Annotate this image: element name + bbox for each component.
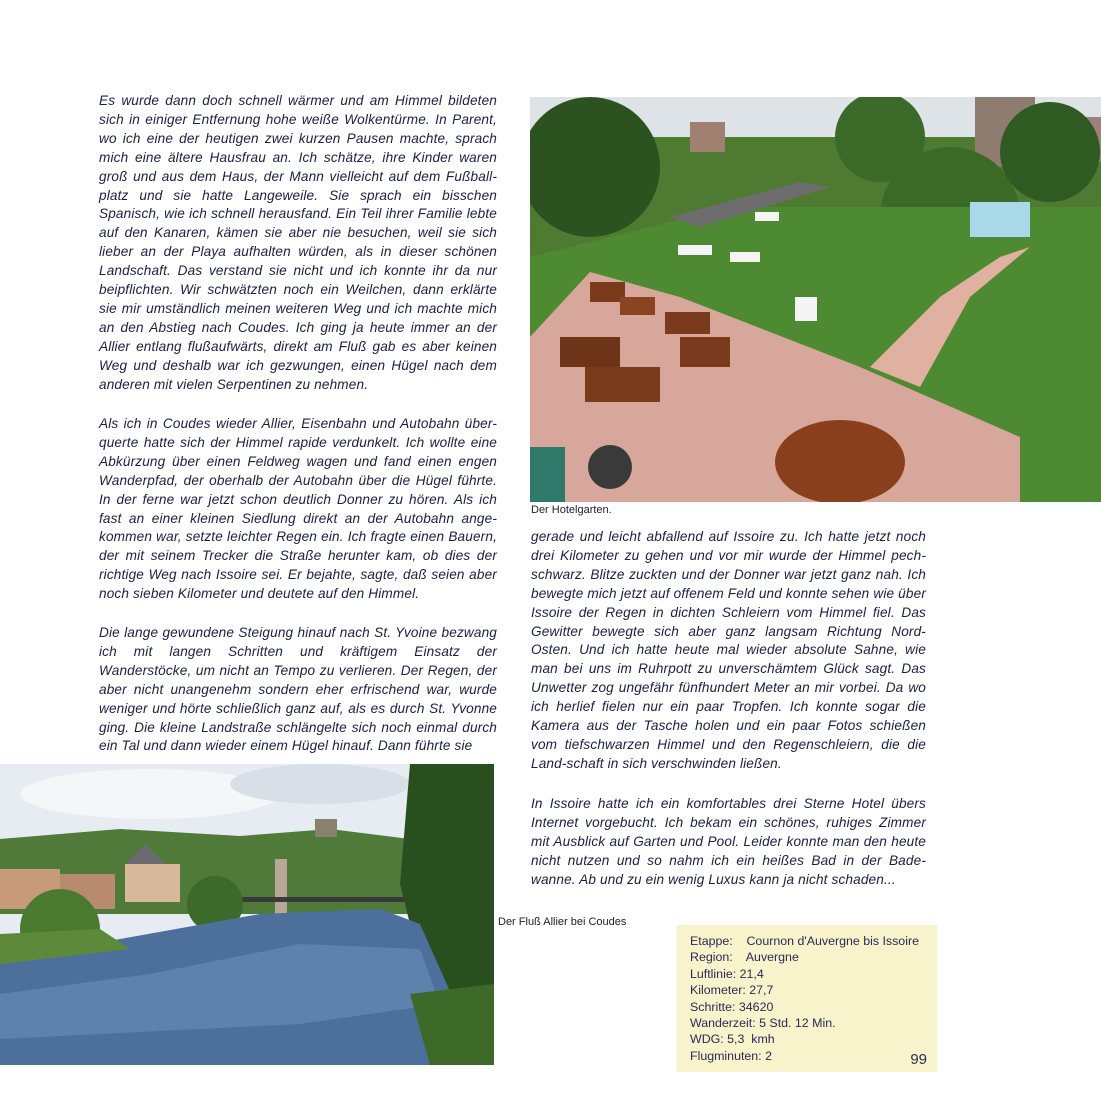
paragraph-st-yvoine: Die lange gewundene Steigung hinauf nach St. Yvoine bezwang ich mit langen Schritten und kräftigem Einsatz der Wanderstöcke, um nicht an Tempo zu verlieren. Der Regen, der aber nicht unangenehm sondern eher erfrischend war, wurde weniger und hörte schließlich ganz auf, als es durch St. Yvonne ging. Die kleine Landstraße schlängelte sich noch einmal durch ein Tal und dann wieder einem Hügel hinauf. Dann führte sie xyxy=(99,625,497,754)
info-luftlinie: Luftlinie: 21,4 xyxy=(690,967,764,981)
info-schritte: Schritte: 34620 xyxy=(690,1000,774,1014)
info-wanderzeit: Wanderzeit: 5 Std. 12 Min. xyxy=(690,1016,836,1030)
info-flugminuten: Flugminuten: 2 xyxy=(690,1049,772,1063)
paragraph-coudes: Als ich in Coudes wieder Allier, Eisenbahn und Autobahn über-querte hatte sich der Himmel rapide verdunkelt. Ich wollte eine Abkürzung über einen Feldweg wagen und fand einen engen Wanderpfad, der oberhalb der Autobahn über die Hügel führte. In der ferne war jetzt schon deutlich Donner zu hören. Als ich fast an einer kleinen Siedlung direkt an der Autobahn ange-kommen war, setzte leichter Regen ein. Ich fragte einen Bauern, der mit seinem Trecker die Straße herunter kam, ob dies der richtige Weg nach Issoire sei. Er bejahte, sagte, daß seien aber noch sieben Kilometer und deutete auf den Himmel. xyxy=(99,416,497,602)
river-caption: Der Fluß Allier bei Coudes xyxy=(498,916,627,928)
info-etappe: Etappe: Cournon d'Auvergne bis Issoire xyxy=(690,934,919,948)
page-number: 99 xyxy=(910,1051,927,1068)
info-kilometer: Kilometer: 27,7 xyxy=(690,983,774,997)
hotel-garden-photo xyxy=(530,97,1101,502)
paragraph-hotel: In Issoire hatte ich ein komfortables drei Sterne Hotel übers Internet vorgebucht. Ich bekam ein schönes, ruhiges Zimmer mit Ausblick auf Garten und Pool. Leider konnte man den heute nicht nutzen und so nahm ich ein heißes Bad in der Bade-wanne. Ab und zu ein wenig Luxus kann ja nicht schaden... xyxy=(531,796,926,887)
paragraph-issoire-storm: gerade und leicht abfallend auf Issoire zu. Ich hatte jetzt noch drei Kilometer zu gehen und vor mir wurde der Himmel pech-schwarz. Blitze zuckten und der Donner war jetzt ganz nah. Ich bewegte mich jetzt auf offenem Feld und konnte sehen wie über Issoire der Regen in dichten Schleiern vom Himmel fiel. Das Gewitter bewegte sich aber ganz langsam Richtung Nord-Osten. Und ich hatte heute mal wieder absolute Sahne, wie man bei uns im Ruhrpott zu unverschämtem Glück sagt. Das Unwetter zog ungefähr fünfhundert Meter an mir vorbei. Da wo ich herlief fielen nur ein paar Tropfen. Ich konnte sogar die Kamera aus der Tasche holen und ein paar Fotos schießen vom tiefschwarzen Himmel und den Regenschleiern, die die Land-schaft in sich verschwinden ließen. xyxy=(531,529,926,771)
hotel-garden-caption: Der Hotelgarten. xyxy=(531,504,612,516)
info-region: Region: Auvergne xyxy=(690,950,799,964)
paragraph-parent: Es wurde dann doch schnell wärmer und am Himmel bildeten sich in einiger Entfernung hohe weiße Wolkentürme. In Parent, wo ich eine der heutigen zwei kurzen Pausen machte, sprach mich eine ältere Hausfrau an. Ich schätze, ihre Kinder waren groß und aus dem Haus, der Mann vielleicht auf dem Fußball-platz und sie hatte Langeweile. Sie sprach ein bisschen Spanisch, wie ich schnell herausfand. Ein Teil ihrer Familie lebte auf den Kanaren, kämen sie aber nie besuchen, weil sie sich lieber an der Playa aufhalten würden, als in dieser schönen Landschaft. Das verstand sie nicht und ich konnte ihr da nur beipflichten. Wir schwätzten noch ein Weilchen, dann erklärte sie mir umständlich meinen weiteren Weg und ich machte mich an den Abstieg nach Coudes. Ich ging ja heute immer an der Allier entlang flußaufwärts, direkt am Fluß gab es aber keinen Weg und deshalb war ich gezwungen, einen Hügel nach dem anderen mit vielen Serpentinen zu nehmen. xyxy=(99,93,497,392)
stage-info-box xyxy=(677,925,937,1072)
river-allier-photo xyxy=(0,764,494,1065)
info-wdg: WDG: 5,3 kmh xyxy=(690,1032,775,1046)
